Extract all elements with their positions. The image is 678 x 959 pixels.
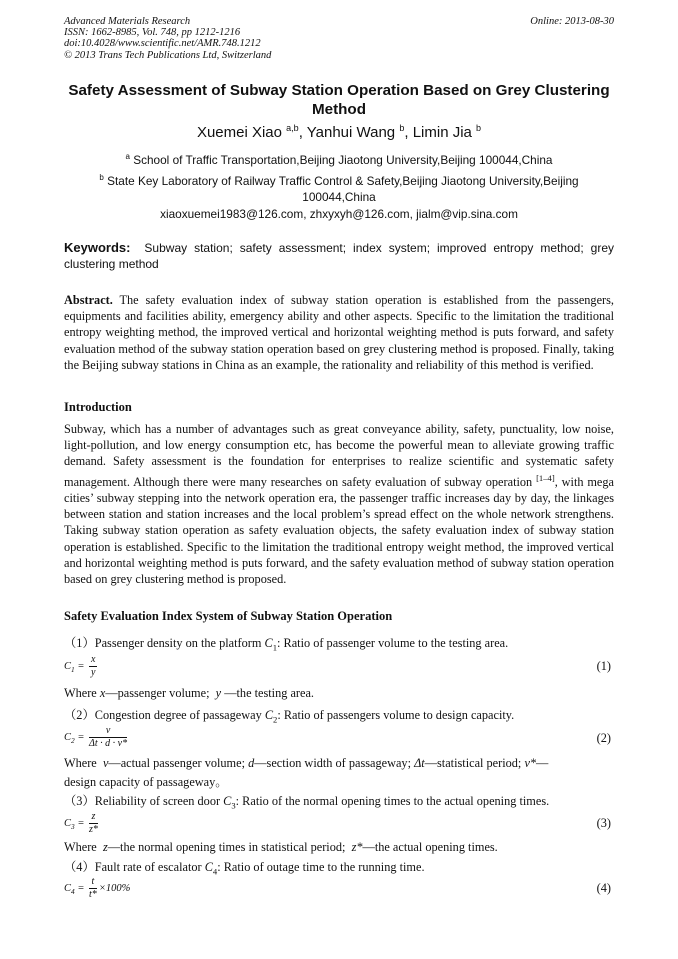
equation-number-4: (4) — [596, 881, 611, 895]
equation-number-3: (3) — [596, 816, 611, 830]
author-list: Xuemei Xiao $^{a,b}$, Yanhui Wang $^b$, Limin Jia $^b$ — [196, 123, 482, 141]
section-heading-introduction: Introduction — [64, 400, 132, 414]
author-name: Xuemei Xiao — [196, 124, 282, 141]
issn-line: ISSN: 1662-8985, Vol. 748, pp 1212-1216 — [64, 27, 241, 39]
where-clause-3: Where z—the normal opening times in statistical period; z*—the actual opening times. — [64, 840, 498, 854]
index-item-3: （3）Reliability of screen door $C_3$: Ratio of the normal opening times to the actual opening times. — [64, 794, 550, 811]
index-item-4: （4）Fault rate of escalator $C_4$: Ratio of outage time to the running time. — [64, 860, 425, 877]
author-emails: xiaoxuemei1983@126.com, zhxyxyh@126.com, jialm@vip.sina.com — [160, 207, 518, 221]
author-affil-mark: b — [399, 123, 405, 133]
online-date: Online: 2013-08-30 — [530, 16, 614, 27]
copyright-line: © 2013 Trans Tech Publications Ltd, Switzerland — [64, 49, 272, 61]
equation-1: $C_1$ = $\frac{x}{y}$ — [64, 654, 96, 678]
equation-4: $C_4$ = $\frac{t}{t*}$ ×100% — [64, 876, 131, 900]
where-clause-2-cont: design capacity of passageway。 — [64, 775, 228, 789]
equation-number-1: (1) — [596, 659, 611, 673]
section-heading-index-system: Safety Evaluation Index System of Subway Station Operation — [64, 609, 393, 623]
where-clause-1: Where x—passenger volume; y —the testing area. — [64, 686, 315, 700]
abstract-label: Abstract. — [64, 293, 113, 307]
author-affil-mark: a,b — [286, 123, 299, 133]
fraction: $\frac{x}{y}$ — [91, 654, 96, 678]
equation-number-2: (2) — [596, 731, 611, 745]
author-name: Yanhui Wang — [306, 124, 396, 141]
affiliation-b: $^b$ State Key Laboratory of Railway Traffic Control & Safety,Beijing Jiaotong University,Beijing 100044,China — [99, 173, 579, 204]
doi-line: doi:10.4028/www.scientific.net/AMR.748.1212 — [64, 38, 261, 50]
keywords-text: Subway station; safety assessment; index system; improved entropy method; grey clustering method — [64, 241, 615, 271]
journal-header — [64, 16, 271, 61]
abstract-text: The safety evaluation index of subway station operation is established from the passengers, equipments and facilities ability, emergency ability and other aspects. Specific to the limitation the traditional entropy weighting method, the improved vertical and horizontal weighting method is puts forward, and safety evaluation method of the subway station operation based on grey clustering method is proposed. Finally, taking the Beijing subway stations in China as an example, the rationality and reliability of this method is verified. — [64, 293, 614, 372]
paper-title: Safety Assessment of Subway Station Operation Based on Grey Clustering Method — [68, 82, 610, 118]
where-clause-2: Where v—actual passenger volume; d—section width of passageway; Δt—statistical period; v*— — [64, 756, 549, 770]
fraction: $\frac{z}{z*}$ — [89, 811, 98, 835]
index-item-2: （2）Congestion degree of passageway $C_2$: Ratio of passengers volume to design capacity. — [64, 708, 515, 725]
introduction-paragraph: Subway, which has a number of advantages such as great conveyance ability, safety, punctuality, low noise, light-pollution, and low energy consumption etc, has become the powerful mean to alleviate growing traffic demand. Safety assessment is the foundation for enterprises to realize scientific and systematic safety management. Although there were many researches on safety evaluation of subway operation [1–4], with mega cities’ subway stepping into the network operation era, the passenger traffic increases day by day, the linkages between station and station increases and the local problem’s spread effect on the whole network strengthens. Taking subway station operation as safety evaluation objects, the safety evaluation index of subway station operation is established. Specific to the limitation the traditional entropy weight method, the improved vertical and horizontal weighting method is puts forward, and the safety evaluation method of subway station operation based on grey clustering method is proposed. — [64, 422, 614, 586]
keywords — [64, 240, 614, 272]
author-name: Limin Jia — [412, 124, 472, 141]
abstract — [64, 292, 614, 373]
index-item-1: （1）Passenger density on the platform $C_1$: Ratio of passenger volume to the testing area. — [64, 636, 509, 653]
author-affil-mark: b — [476, 123, 482, 133]
equation-2: $C_2$ = $\frac{v}{\Delta t \cdot d \cdot v*}$ — [64, 725, 128, 749]
fraction: $\frac{v}{\Delta t \cdot d \cdot v*}$ — [89, 725, 128, 749]
citation-ref: [1–4] — [536, 472, 555, 483]
keywords-label: Keywords: — [64, 240, 131, 255]
equation-3: $C_3$ = $\frac{z}{z*}$ — [64, 811, 98, 835]
affiliation-a: $^a$ School of Traffic Transportation,Beijing Jiaotong University,Beijing 100044,China — [125, 152, 553, 167]
fraction: $\frac{t}{t*}$ — [89, 876, 97, 900]
journal-name: Advanced Materials Research — [64, 16, 191, 27]
